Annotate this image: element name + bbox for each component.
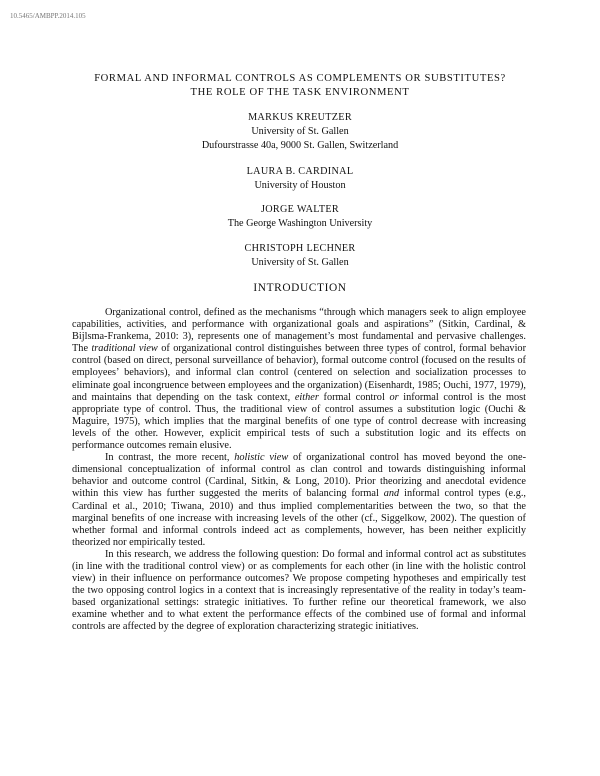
author-affiliation: The George Washington University [227,218,373,229]
paragraph: Organizational control, defined as the mechanisms “through which managers seek to align employee capabilities, activities, and performance with organizational goals and aspirations” (Sitkin, Cardinal, & Bijlsma-Frankema, 2010: 3), represents one of management’s most fundamental and pervasive challenges. The traditional view of organizational control distinguishes between three types of control, formal behavior control (based on direct, personal surveillance of behavior), formal outcome control (focused on the results of employees’ behaviors), and informal clan control (centered on selection and socialization processes to eliminate goal incongruence between employees and the organization) (Eisenhardt, 1985; Ouchi, 1977, 1979), and maintains that depending on the task context, either formal control or informal control is the most appropriate type of control. Thus, the traditional view of control assumes a substitution logic (Ouchi & Maguire, 1975), which implies that the marginal benefits of one type of control decrease with increasing levels of the other. However, explicit empirical tests of such a substitution logic and its effects on performance outcomes remain elusive. [72,307,527,452]
author-affiliation: University of St. Gallen [251,126,349,137]
paragraph: In contrast, the more recent, holistic view of organizational control has moved beyond the one-dimensional conceptualization of informal control as clan control and towards distinguishing informal behavior and outcome control (Cardinal, Sitkin, & Long, 2010). Prior theorizing and anecdotal evidence within this view has further suggested the merits of balancing formal and informal control types (e.g., Cardinal et al., 2010; Tiwana, 2010) and thus implied complementarities between the two, so that the marginal benefits of one increase with increasing levels of the other (cf., Siggelkow, 2002). The question of whether formal and informal controls indeed act as complements, however, has been neither explicitly theorized nor empirically tested. [72,452,527,548]
author-name: CHRISTOPH LECHNER [244,243,356,254]
paper-title-line-1: FORMAL AND INFORMAL CONTROLS AS COMPLEMENTS OR SUBSTITUTES? [94,73,506,84]
section-heading: INTRODUCTION [253,282,347,294]
paragraph: In this research, we address the following question: Do formal and informal control act as substitutes (in line with the traditional control view) or as complements for each other (in line with the holistic control view) in their influence on performance outcomes? We propose competing hypotheses and empirically test the two opposing control logics in a context that is increasingly representative of the reality in today’s team-based organizational settings: strategic initiatives. To further refine our theoretical framework, we also examine whether and to what extent the performance effects of the combined use of formal and informal controls are affected by the degree of exploration characterizing strategic initiatives. [72,548,526,633]
paper-title-line-2: THE ROLE OF THE TASK ENVIRONMENT [190,87,410,98]
body-text [72,307,526,634]
author-name: LAURA B. CARDINAL [246,166,354,177]
author-affiliation: University of St. Gallen [251,257,349,268]
author-name: MARKUS KREUTZER [248,112,352,123]
author-affiliation: University of Houston [254,180,346,191]
doi-label: 10.5465/AMBPP.2014.105 [10,12,86,20]
author-address: Dufourstrasse 40a, 9000 St. Gallen, Switzerland [201,140,399,151]
author-name: JORGE WALTER [260,204,340,215]
